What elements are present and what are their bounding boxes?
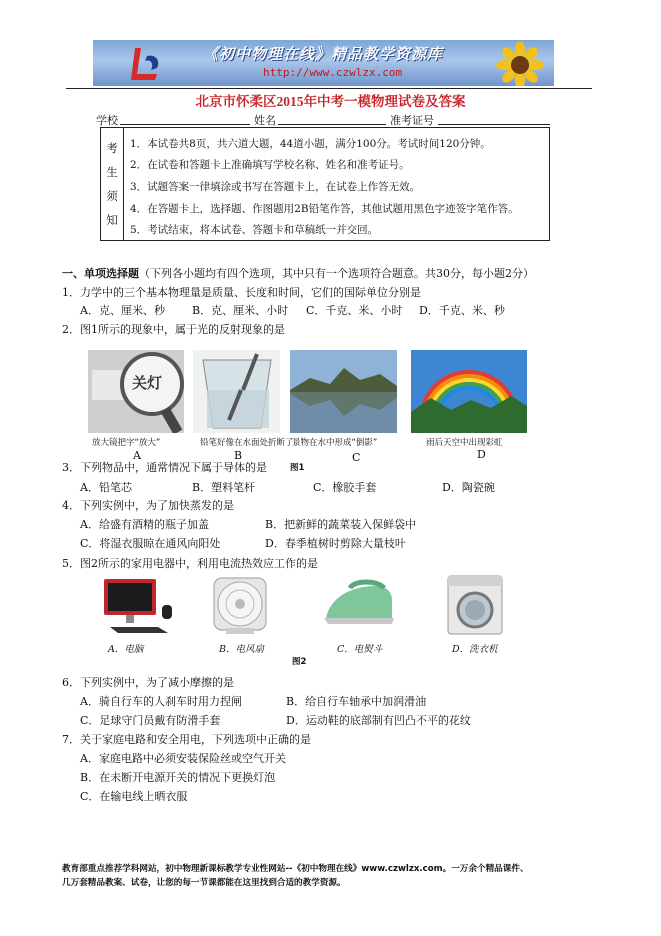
washing-machine-icon	[446, 574, 504, 636]
fig2-caption-b[interactable]: B．电风扇	[219, 644, 264, 655]
notice-line: 4．在答题卡上，选择题、作图题用2B铅笔作答，其他试题用黑色字迹签字笔作答。	[130, 203, 519, 215]
q4-option-a[interactable]: A．给盛有酒精的瓶子加盖	[80, 518, 209, 531]
name-label: 姓名	[254, 114, 276, 127]
question-7-stem: 7．关于家庭电路和安全用电，下列选项中正确的是	[62, 733, 311, 746]
fig1-caption-d: 雨后天空中出现彩虹	[426, 438, 503, 448]
q7-option-c[interactable]: C．在输电线上晒衣服	[80, 790, 188, 803]
fig1-caption-b: 铅笔好像在水面处折断了	[200, 438, 294, 448]
fig1-letter-b: B	[234, 449, 243, 462]
q3-option-a[interactable]: A．铅笔芯	[80, 481, 132, 494]
fig2-caption-c[interactable]: C．电熨斗	[337, 644, 383, 655]
candidate-notice-box	[100, 127, 550, 241]
page-footer	[62, 862, 602, 890]
school-label: 学校	[96, 114, 118, 127]
q7-option-a[interactable]: A．家庭电路中必须安装保险丝或空气开关	[80, 752, 286, 765]
question-5-stem: 5．图2所示的家用电器中，利用电流热效应工作的是	[62, 557, 318, 570]
q3-option-b[interactable]: B．塑料笔杆	[192, 481, 256, 494]
fig1-letter-d: D	[477, 448, 486, 461]
rainbow-image	[411, 350, 527, 433]
notice-side-label: 考 生 须 知	[101, 128, 124, 240]
fig1-caption-c: 景物在水中形成“倒影”	[292, 438, 378, 448]
notice-line: 2．在试卷和答题卡上准确填写学校名称、姓名和准考证号。	[130, 159, 410, 171]
question-4-stem: 4．下列实例中，为了加快蒸发的是	[62, 499, 234, 512]
question-1-stem: 1．力学中的三个基本物理量是质量、长度和时间，它们的国际单位分别是	[62, 286, 421, 299]
school-field[interactable]	[120, 124, 250, 125]
q6-option-d[interactable]: D．运动鞋的底部制有凹凸不平的花纹	[286, 714, 471, 727]
q1-option-a[interactable]: A．克、厘米、秒	[80, 304, 165, 317]
figure-2-label: 图2	[292, 657, 307, 667]
q4-option-c[interactable]: C．将湿衣服晾在通风向阳处	[80, 537, 221, 550]
fig1-letter-c: C	[352, 451, 361, 464]
header-rule	[66, 88, 592, 89]
reflection-image	[290, 350, 397, 433]
figure-1-label: 图1	[290, 463, 305, 473]
q6-option-b[interactable]: B．给自行车轴承中加润滑油	[286, 695, 427, 708]
fig2-caption-d[interactable]: D．洗衣机	[452, 644, 498, 655]
banner-title: 《初中物理在线》精品教学资源库	[203, 45, 444, 63]
q4-option-b[interactable]: B．把新鲜的蔬菜装入保鲜袋中	[265, 518, 417, 531]
banner-url[interactable]: http://www.czwlzx.com	[263, 66, 403, 79]
sunflower-icon	[485, 42, 554, 86]
q6-option-c[interactable]: C．足球守门员戴有防滑手套	[80, 714, 221, 727]
q6-option-a[interactable]: A．骑自行车的人刹车时用力捏闸	[80, 695, 242, 708]
footer-line-2: 几万套精品教案、试卷，让您的每一节课都能在这里找到合适的教学资源。	[62, 878, 346, 888]
fig2-caption-a[interactable]: A．电脑	[108, 644, 144, 655]
q4-option-d[interactable]: D．春季植树时剪除大量枝叶	[265, 537, 406, 550]
computer-icon	[96, 575, 174, 637]
notice-line: 5．考试结束，将本试卷、答题卡和草稿纸一并交回。	[130, 224, 379, 236]
name-field[interactable]	[278, 124, 386, 125]
pencil-in-water-image	[193, 350, 280, 433]
site-banner	[93, 40, 554, 86]
q7-option-b[interactable]: B．在未断开电源开关的情况下更换灯泡	[80, 771, 276, 784]
q3-option-c[interactable]: C．橡胶手套	[313, 481, 377, 494]
q1-option-b[interactable]: B．克、厘米、小时	[192, 304, 289, 317]
question-6-stem: 6．下列实例中，为了减小摩擦的是	[62, 676, 234, 689]
q1-option-c[interactable]: C．千克、米、小时	[306, 304, 403, 317]
exam-no-label: 准考证号	[390, 114, 434, 127]
q1-option-d[interactable]: D．千克、米、秒	[419, 304, 505, 317]
fig1-letter-a: A	[133, 449, 141, 462]
exam-no-field[interactable]	[438, 124, 550, 125]
fig1-caption-a: 放大镜把字“放大”	[92, 438, 161, 448]
document-title: 北京市怀柔区2015年中考一模物理试卷及答案	[195, 94, 466, 109]
notice-line: 1．本试卷共8页，共六道大题，44道小题，满分100分。考试时间120分钟。	[130, 138, 491, 150]
question-3-stem: 3．下列物品中，通常情况下属于导体的是	[62, 461, 267, 474]
q3-option-d[interactable]: D．陶瓷碗	[442, 481, 495, 494]
lake-reflection-icon	[290, 350, 397, 433]
section-heading: 一、单项选择题（下列各小题均有四个选项，其中只有一个选项符合题意。共30分，每小题2分）	[62, 267, 534, 280]
electric-fan-icon	[212, 576, 268, 636]
question-2-stem: 2．图1所示的现象中，属于光的反射现象的是	[62, 323, 285, 336]
magnifier-image	[88, 350, 184, 433]
footer-line-1: 教育部重点推荐学科网站，初中物理新课标教学专业性网站--《初中物理在线》www.czwlzx.com。一万余个精品课件、	[62, 864, 529, 874]
site-logo-icon	[127, 44, 163, 82]
glass-icon	[193, 350, 280, 433]
magnifier-text: 关灯	[132, 374, 163, 392]
rainbow-icon	[411, 350, 527, 433]
electric-iron-icon	[320, 578, 396, 628]
notice-line: 3．试题答案一律填涂或书写在答题卡上，在试卷上作答无效。	[130, 181, 421, 193]
